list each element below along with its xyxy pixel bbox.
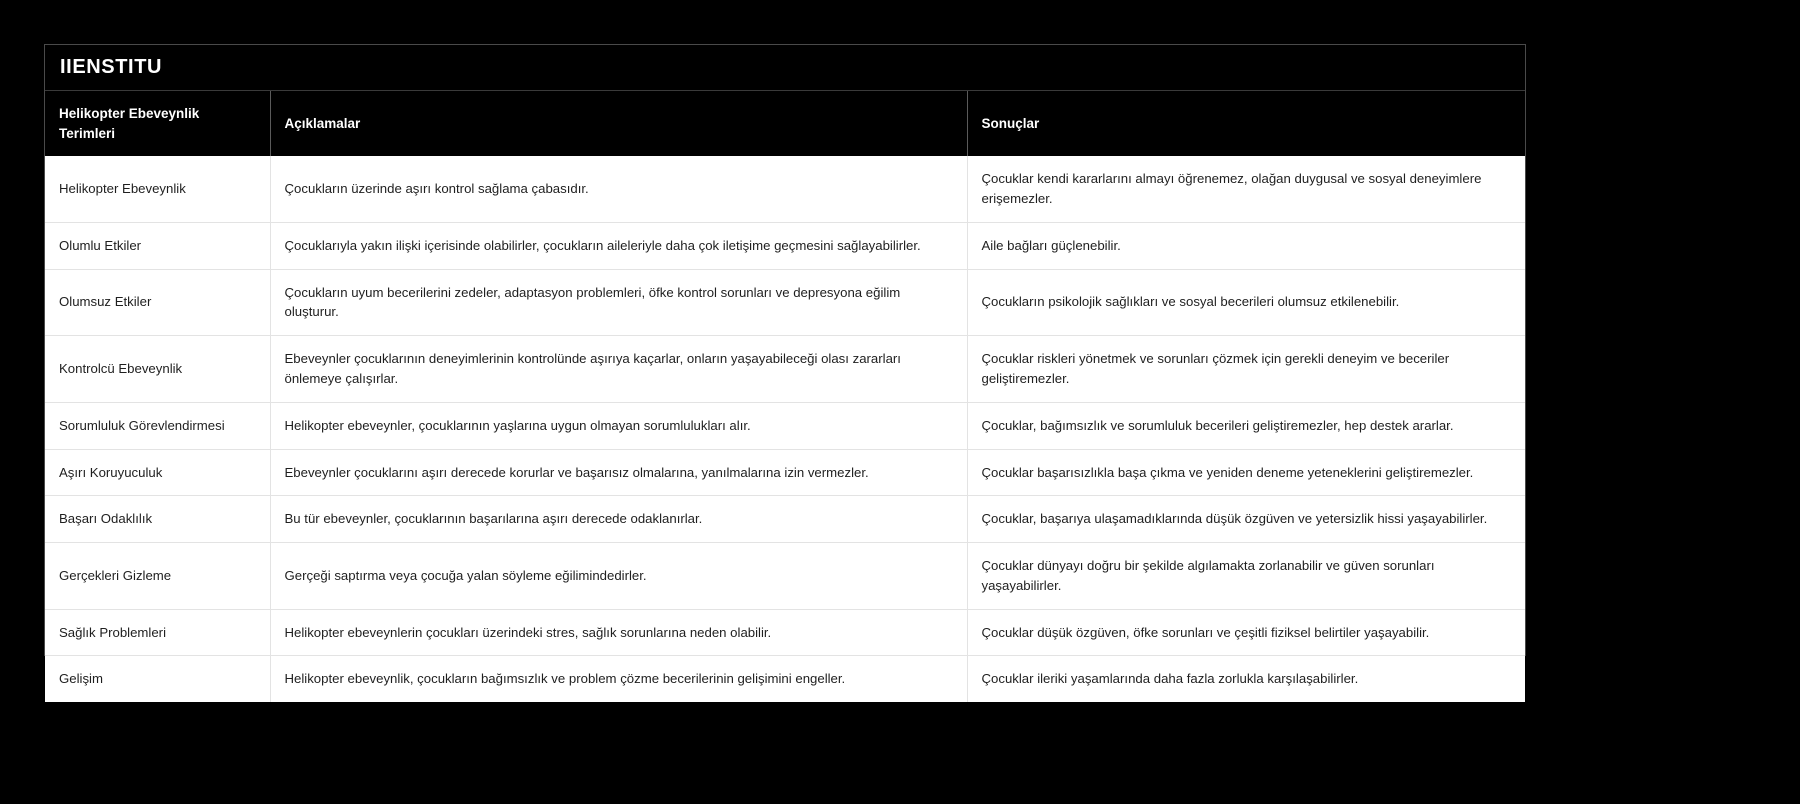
table-wrapper xyxy=(45,91,1525,702)
content-card xyxy=(44,44,1526,687)
cell-result: Çocukların psikolojik sağlıkları ve sosyal becerileri olumsuz etkilenebilir. xyxy=(967,269,1525,336)
cell-result: Çocuklar, bağımsızlık ve sorumluluk becerileri geliştiremezler, hep destek ararlar. xyxy=(967,402,1525,449)
cell-result: Çocuklar düşük özgüven, öfke sorunları ve çeşitli fiziksel belirtiler yaşayabilir. xyxy=(967,609,1525,656)
cell-result: Aile bağları güçlenebilir. xyxy=(967,222,1525,269)
cell-term: Kontrolcü Ebeveynlik xyxy=(45,336,270,403)
cell-description: Helikopter ebeveynler, çocuklarının yaşlarına uygun olmayan sorumlulukları alır. xyxy=(270,402,967,449)
cell-term: Sorumluluk Görevlendirmesi xyxy=(45,402,270,449)
cell-term: Sağlık Problemleri xyxy=(45,609,270,656)
table-header xyxy=(45,91,1525,156)
cell-description: Çocuklarıyla yakın ilişki içerisinde olabilirler, çocukların aileleriyle daha çok iletişime geçmesini sağlayabilirler. xyxy=(270,222,967,269)
cell-term: Aşırı Koruyuculuk xyxy=(45,449,270,496)
cell-term: Olumsuz Etkiler xyxy=(45,269,270,336)
table-row xyxy=(45,609,1525,656)
cell-description: Ebeveynler çocuklarını aşırı derecede korurlar ve başarısız olmalarına, yanılmalarına izin vermezler. xyxy=(270,449,967,496)
table-row xyxy=(45,156,1525,222)
brand-title: IIENSTITU xyxy=(60,56,163,78)
cell-description: Bu tür ebeveynler, çocuklarının başarılarına aşırı derecede odaklanırlar. xyxy=(270,496,967,543)
cell-description: Ebeveynler çocuklarının deneyimlerinin kontrolünde aşırıya kaçarlar, onların yaşayabileceği olası zararları önlemeye çalışırlar. xyxy=(270,336,967,403)
cell-description: Çocukların üzerinde aşırı kontrol sağlama çabasıdır. xyxy=(270,156,967,222)
cell-term: Başarı Odaklılık xyxy=(45,496,270,543)
cell-description: Helikopter ebeveynlerin çocukları üzerindeki stres, sağlık sorunlarına neden olabilir. xyxy=(270,609,967,656)
column-header-descriptions: Açıklamalar xyxy=(270,91,967,156)
cell-term: Helikopter Ebeveynlik xyxy=(45,156,270,222)
cell-term: Gelişim xyxy=(45,656,270,702)
brand-bar xyxy=(45,45,1525,91)
header-row xyxy=(45,91,1525,156)
cell-result: Çocuklar, başarıya ulaşamadıklarında düşük özgüven ve yetersizlik hissi yaşayabilirler. xyxy=(967,496,1525,543)
table-row xyxy=(45,336,1525,403)
table-body xyxy=(45,156,1525,702)
column-header-results: Sonuçlar xyxy=(967,91,1525,156)
cell-result: Çocuklar dünyayı doğru bir şekilde algılamakta zorlanabilir ve güven sorunları yaşayabilirler. xyxy=(967,543,1525,610)
cell-result: Çocuklar ileriki yaşamlarında daha fazla zorlukla karşılaşabilirler. xyxy=(967,656,1525,702)
table-row xyxy=(45,402,1525,449)
table-row xyxy=(45,496,1525,543)
table-row xyxy=(45,543,1525,610)
table-row xyxy=(45,449,1525,496)
parenting-terms-table xyxy=(45,91,1525,702)
column-header-terms: Helikopter Ebeveynlik Terimleri xyxy=(45,91,270,156)
cell-description: Gerçeği saptırma veya çocuğa yalan söyleme eğilimindedirler. xyxy=(270,543,967,610)
cell-result: Çocuklar başarısızlıkla başa çıkma ve yeniden deneme yeteneklerini geliştiremezler. xyxy=(967,449,1525,496)
cell-term: Gerçekleri Gizleme xyxy=(45,543,270,610)
cell-description: Çocukların uyum becerilerini zedeler, adaptasyon problemleri, öfke kontrol sorunları ve depresyona eğilim oluşturur. xyxy=(270,269,967,336)
table-row xyxy=(45,269,1525,336)
cell-term: Olumlu Etkiler xyxy=(45,222,270,269)
table-row xyxy=(45,222,1525,269)
cell-result: Çocuklar kendi kararlarını almayı öğrenemez, olağan duygusal ve sosyal deneyimlere erişemezler. xyxy=(967,156,1525,222)
table-row xyxy=(45,656,1525,702)
cell-description: Helikopter ebeveynlik, çocukların bağımsızlık ve problem çözme becerilerinin gelişimini engeller. xyxy=(270,656,967,702)
cell-result: Çocuklar riskleri yönetmek ve sorunları çözmek için gerekli deneyim ve beceriler geliştiremezler. xyxy=(967,336,1525,403)
